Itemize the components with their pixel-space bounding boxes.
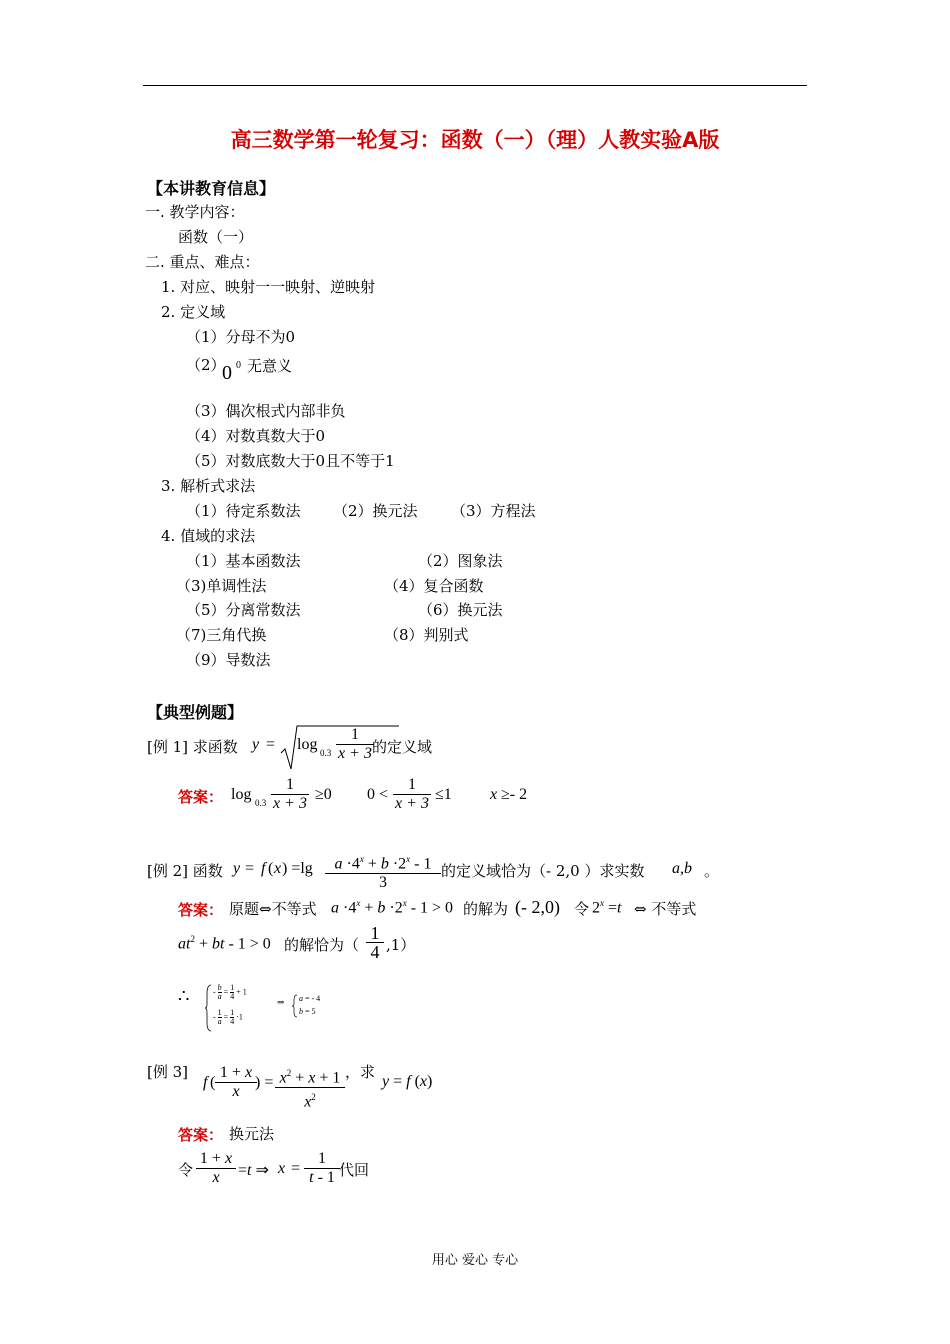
teaching-content-label: 一. 教学内容： [145, 203, 245, 221]
method-2: （2）换元法 [333, 502, 418, 520]
header-rule [143, 85, 807, 86]
range-method-5: （5）分离常数法 [186, 601, 301, 619]
example-2-answer-text-6: ,1） [386, 936, 416, 954]
example-2-answer-text-1: 原题⇔不等式 [229, 900, 317, 918]
domain-rule-2-text: 无意义 [247, 357, 293, 375]
page-footer: 用心 爱心 专心 [431, 1253, 519, 1268]
example-2-quadratic: $at^2$ + bt - 1 > 0 [178, 934, 271, 953]
zero-base: 0 [222, 362, 232, 384]
example-1-label: [例 1] 求函数 [147, 738, 238, 756]
item-1: 1. 对应、映射一一映射、逆映射 [161, 278, 376, 296]
therefore-symbol: ∴ [178, 986, 190, 1007]
example-2-answer-text-2: 的解为 [463, 900, 509, 918]
example-2-interval: (- 2,0) [515, 897, 560, 917]
example-3-answer-label: 答案： [178, 1126, 224, 1144]
domain-rule-1: （1）分母不为0 [186, 328, 296, 346]
example-1-suffix: 的定义域 [372, 738, 433, 756]
example-2-label: [例 2] 函数 [147, 862, 223, 880]
example-2-end: 。 [704, 862, 720, 880]
zero-exponent: 0 [236, 360, 241, 371]
range-method-8: （8）判别式 [384, 626, 469, 644]
domain-rule-3: （3）偶次根式内部非负 [186, 402, 346, 420]
range-method-3: （3)单调性法 [176, 577, 267, 595]
example-3-daihui: 代回 [339, 1161, 370, 1179]
section-heading-info: 【本讲教育信息】 [147, 179, 276, 198]
domain-rule-5: （5）对数底数大于0且不等于1 [186, 452, 395, 470]
method-1: （1）待定系数法 [186, 502, 301, 520]
page-title: 高三数学第一轮复习：函数（一）（理）人教实验A版 [230, 128, 720, 152]
example-3-comma: ，求 [345, 1063, 376, 1081]
range-method-6: （6）换元法 [418, 601, 503, 619]
example-3-method: 换元法 [229, 1125, 275, 1143]
example-3-ling: 令 [178, 1161, 194, 1179]
item-3: 3. 解析式求法 [161, 477, 256, 495]
example-2-answer-text-3: 令 [574, 900, 590, 918]
key-points-label: 二. 重点、难点： [145, 253, 260, 271]
domain-rule-2-label: （2） [186, 356, 226, 374]
method-3: （3）方程法 [451, 502, 536, 520]
range-method-7: （7)三角代换 [176, 626, 267, 644]
domain-rule-4: （4）对数真数大于0 [186, 427, 326, 445]
example-3-label: [例 3] [147, 1063, 189, 1081]
example-3-target: y = f (x) [382, 1073, 433, 1090]
item-2: 2. 定义域 [161, 303, 226, 321]
teaching-content-value: 函数（一） [178, 228, 254, 246]
example-2-inequality: $a \cdot 4^x + b \cdot 2^x - 1 > 0$ [331, 898, 454, 917]
example-2-answer-label: 答案： [178, 901, 224, 919]
example-2-vars: a,b [672, 860, 692, 877]
example-2-suffix: 的定义域恰为（- 2,0 ）求实数 [441, 862, 645, 880]
example-1-answer-label: 答案： [178, 788, 224, 806]
section-heading-examples: 【典型例题】 [147, 703, 244, 722]
range-method-2: （2）图象法 [418, 552, 503, 570]
example-2-substitution: $2^x =t$ [592, 898, 622, 917]
example-2-answer-text-5: 的解恰为（ [284, 936, 360, 954]
example-2-quarter: $\frac{1}{4}$ [366, 924, 384, 961]
range-method-9: （9）导数法 [186, 651, 271, 669]
range-method-4: （4）复合函数 [384, 577, 484, 595]
range-method-1: （1）基本函数法 [186, 552, 301, 570]
example-2-answer-text-4: ⇔ 不等式 [634, 900, 697, 918]
item-4: 4. 值域的求法 [161, 527, 256, 545]
